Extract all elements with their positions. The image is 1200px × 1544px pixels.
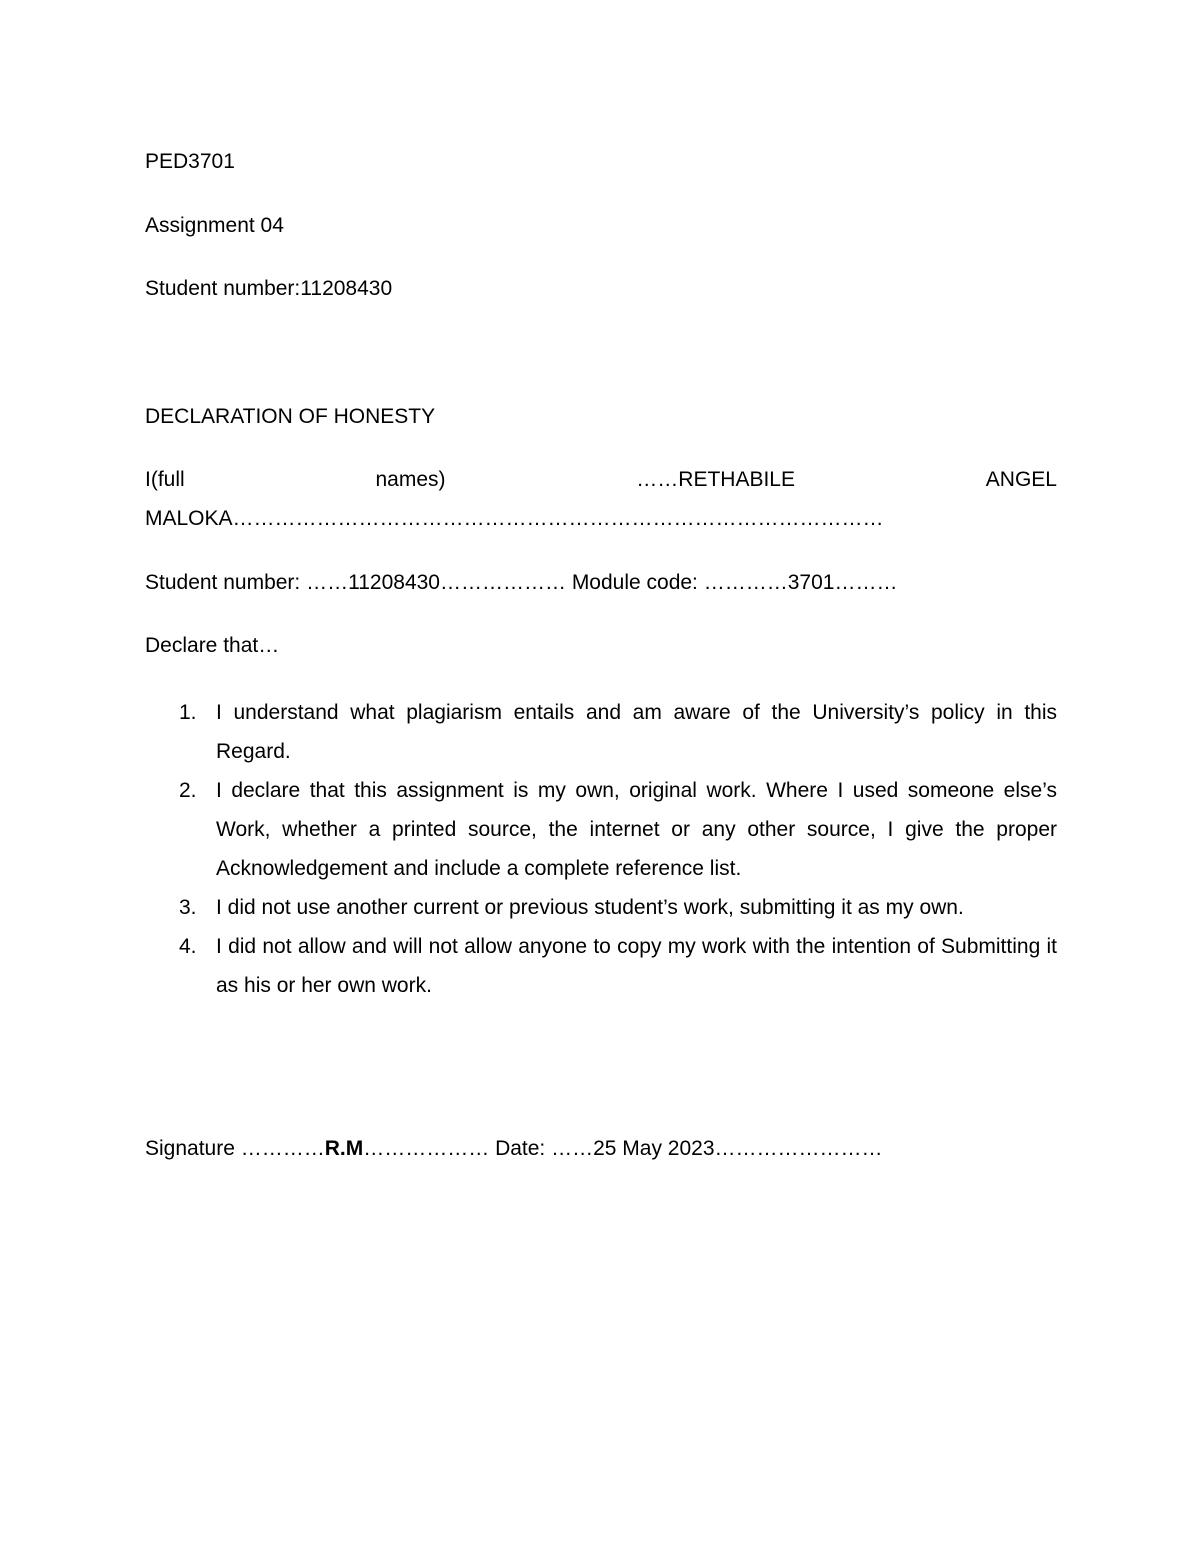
signature-label: Signature ………… <box>145 1137 325 1160</box>
list-item-number: 1. <box>179 701 197 724</box>
declare-intro: Declare that… <box>145 634 280 657</box>
module-code-heading: PED3701 <box>145 150 235 173</box>
list-item-text: I declare that this assignment is my own, original work. Where I used someone else’s Work, whether a printed source, the internet or any other source, I give the proper Acknowledgement and include a complete reference list. <box>216 779 1057 880</box>
list-item <box>145 771 1057 888</box>
signature-value: R.M <box>324 1137 364 1160</box>
assignment-heading: Assignment 04 <box>145 214 284 237</box>
list-item-number: 4. <box>179 935 197 958</box>
list-item-text: I did not allow and will not allow anyone to copy my work with the intention of Submitting it as his or her own work. <box>216 935 1057 997</box>
student-number-value: ……11208430……………… <box>300 571 572 594</box>
declaration-title: DECLARATION OF HONESTY <box>145 405 436 428</box>
list-item-number: 2. <box>179 779 197 802</box>
declaration-list <box>145 693 1057 1005</box>
list-item-text: I understand what plagiarism entails and am aware of the University’s policy in this Regard. <box>216 701 1057 763</box>
student-module-line <box>145 570 897 596</box>
list-item <box>145 693 1057 771</box>
full-names-line <box>145 467 1057 493</box>
full-names-label-part1: I(full <box>145 468 185 491</box>
full-names-line-2: MALOKA………………………………………………………………………………… <box>145 507 884 530</box>
student-number-label: Student number: <box>145 571 301 594</box>
list-item-text: I did not use another current or previous student’s work, submitting it as my own. <box>216 896 964 919</box>
student-number-heading: Student number:11208430 <box>145 277 393 300</box>
list-item <box>145 888 1057 927</box>
module-code-value: …………3701……… <box>697 571 898 594</box>
module-code-label: Module code: <box>571 571 698 594</box>
full-names-value-part1: ……RETHABILE <box>636 468 795 491</box>
list-item-number: 3. <box>179 896 197 919</box>
full-names-label-part2: names) <box>375 468 446 491</box>
date-segment: ……………… Date: ……25 May 2023…………………… <box>363 1137 883 1160</box>
list-item <box>145 927 1057 1005</box>
signature-line <box>145 1136 883 1162</box>
full-names-value-part2: ANGEL <box>985 468 1057 491</box>
